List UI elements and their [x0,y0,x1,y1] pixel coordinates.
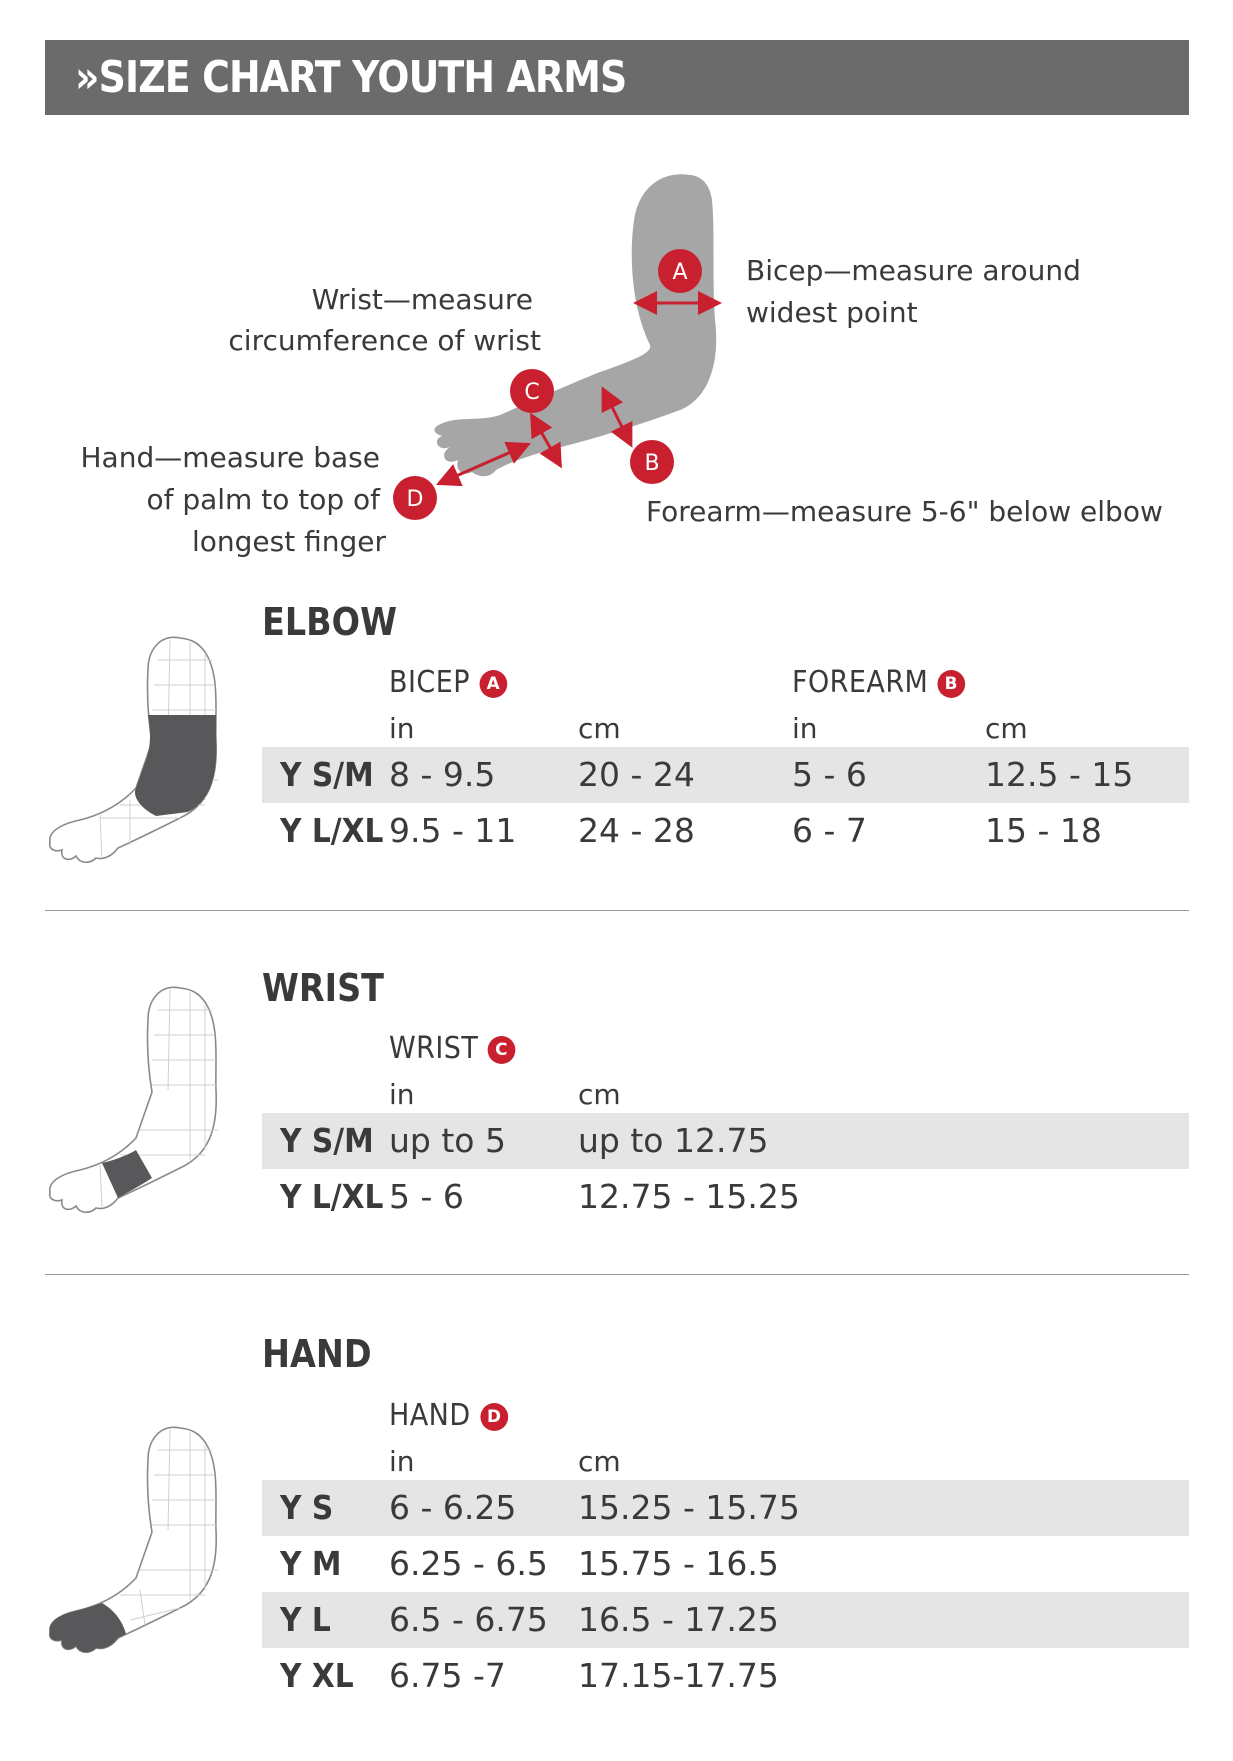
forearm-cm-cell: 15 - 18 [985,811,1102,850]
wrist-label-line2: circumference of wrist [228,324,541,357]
hand-cm-cell: 16.5 - 17.25 [578,1600,779,1639]
hand-badge-icon: D [480,1403,508,1431]
wrist-arm-icon [40,980,230,1230]
marker-d-label: D [406,487,424,512]
forearm-badge-icon: B [938,670,966,698]
wrist-header [389,1031,514,1066]
bicep-in-cell: 9.5 - 11 [389,811,517,850]
wrist-unit-in: in [389,1078,415,1111]
table-row [262,1480,1189,1536]
elbow-unit-forearm-in: in [792,712,818,745]
elbow-arm-icon [40,630,230,880]
hand-in-cell: 6 - 6.25 [389,1488,517,1527]
section-divider [45,1274,1189,1275]
page-title: »SIZE CHART YOUTH ARMS [75,52,627,103]
forearm-cm-cell: 12.5 - 15 [985,755,1134,794]
marker-c-label: C [524,380,540,405]
table-row [262,1169,1189,1225]
hand-cm-cell: 15.25 - 15.75 [578,1488,800,1527]
hand-in-cell: 6.75 -7 [389,1656,506,1695]
bicep-cm-cell: 20 - 24 [578,755,695,794]
size-cell: Y L [280,1600,331,1639]
hand-arm-icon [40,1420,230,1670]
wrist-badge-icon: C [488,1036,516,1064]
elbow-forearm-header [792,665,964,700]
hand-label-line1: Hand—measure base [80,441,380,474]
hand-title: HAND [262,1332,372,1376]
elbow-pad-highlight [135,715,216,816]
size-cell: Y M [280,1544,342,1583]
marker-b-label: B [644,451,660,476]
wrist-unit-cm: cm [578,1078,621,1111]
forearm-label: Forearm—measure 5-6" below elbow [646,495,1163,528]
elbow-unit-forearm-cm: cm [985,712,1028,745]
elbow-bicep-header [389,665,506,700]
wrist-in-cell: up to 5 [389,1121,506,1160]
hand-unit-in: in [389,1445,415,1478]
wrist-header-label: WRIST [389,1031,479,1066]
table-row [262,1113,1189,1169]
size-cell: Y L/XL [280,811,384,850]
bicep-label-line2: widest point [746,296,918,329]
section-divider [45,910,1189,911]
marker-a-label: A [672,260,688,285]
bicep-badge-icon: A [479,670,507,698]
forearm-in-cell: 5 - 6 [792,755,867,794]
elbow-unit-bicep-cm: cm [578,712,621,745]
forearm-in-cell: 6 - 7 [792,811,867,850]
hand-label-line3: longest finger [191,525,386,558]
bicep-label-line1: Bicep—measure around [746,254,1081,287]
hand-cm-cell: 15.75 - 16.5 [578,1544,779,1583]
bicep-cm-cell: 24 - 28 [578,811,695,850]
hand-cm-cell: 17.15-17.75 [578,1656,779,1695]
table-row [262,1648,1189,1704]
size-cell: Y S [280,1488,334,1527]
size-cell: Y L/XL [280,1177,384,1216]
hand-header-label: HAND [389,1398,471,1433]
elbow-unit-bicep-in: in [389,712,415,745]
hand-unit-cm: cm [578,1445,621,1478]
table-row [262,803,1189,859]
wrist-cm-cell: 12.75 - 15.25 [578,1177,800,1216]
table-row [262,1536,1189,1592]
hand-in-cell: 6.25 - 6.5 [389,1544,548,1583]
wrist-cm-cell: up to 12.75 [578,1121,769,1160]
hand-header [389,1398,507,1433]
table-row [262,747,1189,803]
size-cell: Y S/M [280,1121,374,1160]
forearm-header-label: FOREARM [792,665,929,700]
size-cell: Y S/M [280,755,374,794]
hand-in-cell: 6.5 - 6.75 [389,1600,548,1639]
bicep-header-label: BICEP [389,665,470,700]
wrist-in-cell: 5 - 6 [389,1177,464,1216]
hand-label-line2: of palm to top of [146,483,380,516]
bicep-in-cell: 8 - 9.5 [389,755,496,794]
wrist-title: WRIST [262,966,384,1010]
elbow-title: ELBOW [262,600,397,644]
wrist-label-line1: Wrist—measure [311,283,533,316]
size-cell: Y XL [280,1656,354,1695]
table-row [262,1592,1189,1648]
